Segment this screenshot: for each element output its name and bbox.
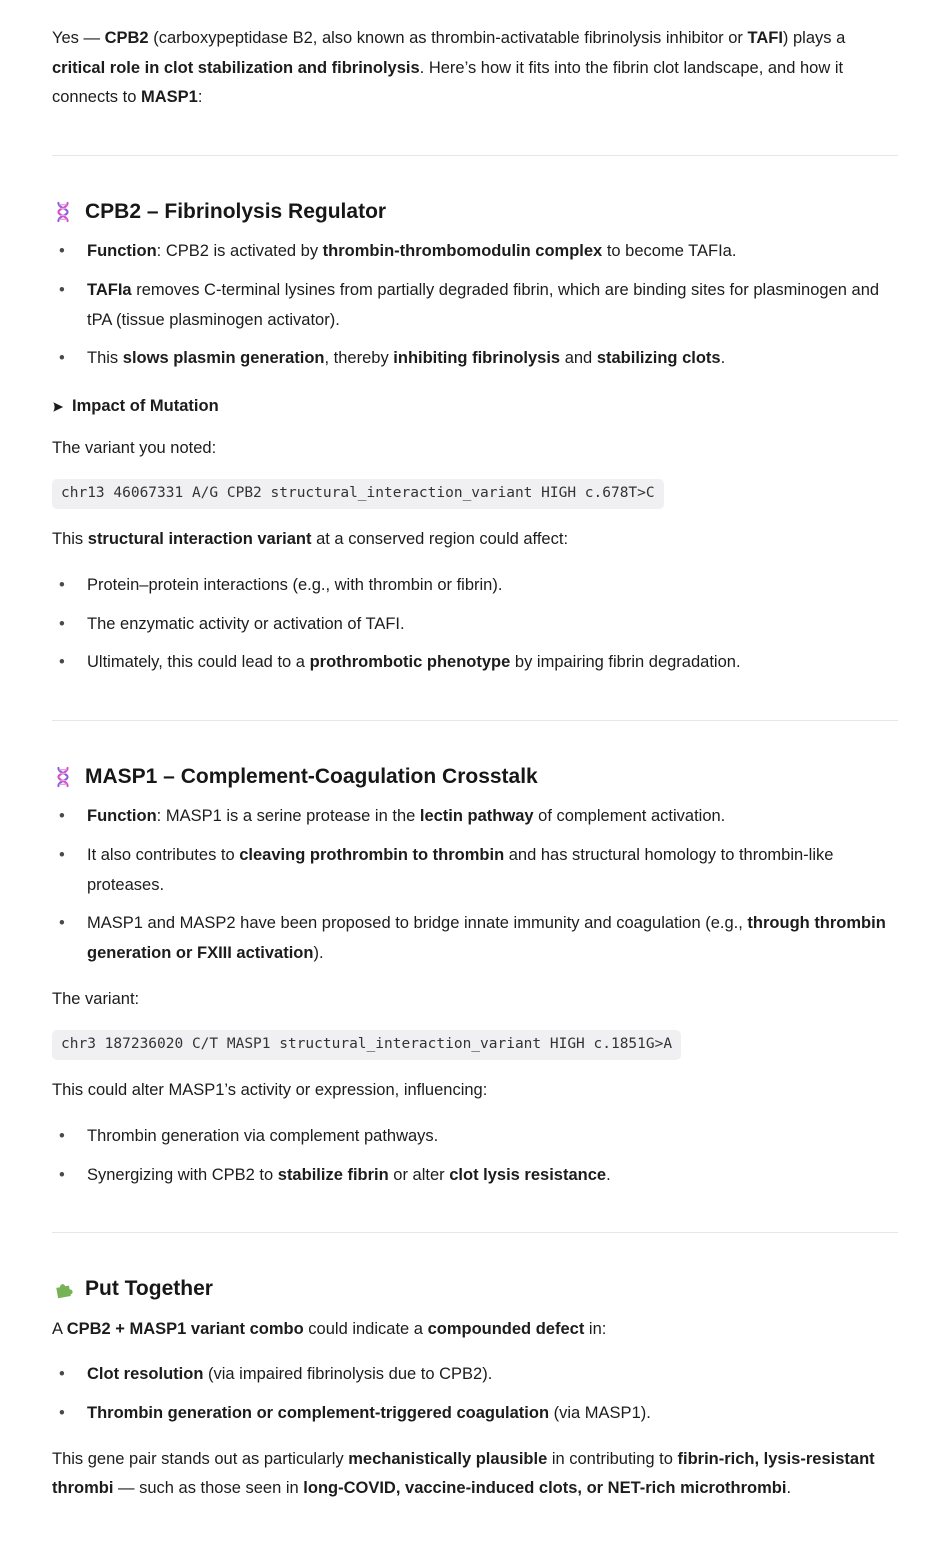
- bold-text: Function: [87, 807, 157, 826]
- text: : CPB2 is activated by: [156, 242, 323, 261]
- text: Protein–protein interactions (e.g., with thrombin or fibrin).: [87, 575, 503, 594]
- text: and: [560, 349, 597, 368]
- paragraph: [52, 1076, 898, 1106]
- bullet-list: [52, 1360, 898, 1428]
- bullet-item: [52, 841, 898, 900]
- bullet-list: [52, 237, 898, 374]
- bullet-item: [52, 276, 898, 335]
- bold-text: clot lysis resistance: [449, 1165, 607, 1184]
- text: to become TAFIa.: [602, 242, 737, 261]
- bullet-item: [52, 1360, 898, 1390]
- text: removes C-terminal lysines from partially degraded fibrin, which are binding sites for plasminogen and tPA (tissue plasminogen activator).: [87, 281, 880, 329]
- text: — such as those seen in: [113, 1479, 304, 1498]
- section-divider: [52, 720, 898, 721]
- bold-text: structural interaction variant: [87, 530, 312, 549]
- section-divider: [52, 1232, 898, 1233]
- bullet-item: [52, 1161, 898, 1191]
- bold-text: fibrin-rich, lysis-resistant thrombi: [52, 1449, 875, 1498]
- text: A: [52, 1319, 67, 1338]
- bold-text: compounded defect: [427, 1319, 585, 1338]
- dna-icon: [52, 201, 74, 223]
- bold-text: MASP1: [140, 88, 198, 107]
- text: The variant:: [52, 989, 140, 1008]
- text: , thereby: [324, 349, 394, 368]
- text: (via impaired fibrinolysis due to CPB2).: [203, 1365, 493, 1384]
- text: The enzymatic activity or activation of TAFI.: [87, 614, 405, 633]
- text: (via MASP1).: [549, 1403, 651, 1422]
- text: This: [52, 530, 88, 549]
- bullet-item: [52, 610, 898, 640]
- assistant-message-body: [52, 24, 898, 1504]
- section-divider: [52, 155, 898, 156]
- bold-text: Function: [87, 242, 157, 261]
- text: in:: [584, 1319, 607, 1338]
- bullet-item: [52, 571, 898, 601]
- subsection-heading: [52, 392, 898, 422]
- bullet-item: [52, 648, 898, 678]
- text: Ultimately, this could lead to a: [87, 653, 310, 672]
- text: (carboxypeptidase B2, also known as thrombin-activatable fibrinolysis inhibitor or: [148, 29, 748, 47]
- bold-text: Clot resolution: [87, 1365, 204, 1384]
- text: . Here’s how it fits into the fibrin clot landscape, and how it connects to: [52, 58, 844, 107]
- section-heading-text: CPB2 – Fibrinolysis Regulator: [85, 200, 387, 224]
- section-heading-text: MASP1 – Complement-Coagulation Crosstalk: [85, 764, 538, 788]
- bullet-list: [52, 1122, 898, 1190]
- paragraph: [52, 434, 898, 464]
- bullet-list: [52, 571, 898, 678]
- text: This could alter MASP1’s activity or expression, influencing:: [52, 1081, 488, 1100]
- bold-text: slows plasmin generation: [122, 349, 325, 368]
- bold-text: mechanistically plausible: [348, 1449, 548, 1468]
- paragraph: [52, 985, 898, 1015]
- bold-text: stabilize fibrin: [277, 1165, 389, 1184]
- bold-text: critical role in clot stabilization and fibrinolysis: [52, 58, 420, 77]
- bullet-list: [52, 802, 898, 968]
- paragraph: [52, 24, 898, 113]
- puzzle-icon: [52, 1278, 74, 1300]
- text: of complement activation.: [533, 807, 726, 826]
- text: It also contributes to: [87, 845, 240, 864]
- text: MASP1 and MASP2 have been proposed to bridge innate immunity and coagulation (e.g.,: [87, 914, 748, 933]
- variant-code: chr3 187236020 C/T MASP1 structural_interaction_variant HIGH c.1851G>A: [52, 1030, 681, 1060]
- text: This gene pair stands out as particularly: [52, 1449, 349, 1468]
- bold-text: cleaving prothrombin to thrombin: [239, 845, 505, 864]
- variant-code-row: [52, 1030, 898, 1060]
- text: .: [606, 1165, 611, 1184]
- bold-text: long-COVID, vaccine-induced clots, or NET-rich microthrombi: [303, 1479, 787, 1498]
- text: Synergizing with CPB2 to: [87, 1165, 278, 1184]
- text: and has structural homology to thrombin-like proteases.: [87, 845, 834, 894]
- text: ).: [313, 944, 324, 963]
- bold-text: TAFIa: [87, 281, 132, 300]
- section-heading-text: Put Together: [85, 1277, 213, 1301]
- bold-text: CPB2: [104, 29, 149, 47]
- bold-text: thrombin-thrombomodulin complex: [322, 242, 603, 261]
- text: at a conserved region could affect:: [311, 530, 569, 549]
- bold-text: Thrombin generation or complement-triggered coagulation: [87, 1403, 550, 1422]
- bullet-item: [52, 1122, 898, 1152]
- bold-text: inhibiting fibrinolysis: [393, 349, 561, 368]
- section-heading: [52, 198, 898, 225]
- text: ) plays a: [782, 29, 846, 47]
- text: could indicate a: [303, 1319, 428, 1338]
- bullet-item: [52, 1399, 898, 1429]
- section-heading: [52, 763, 898, 790]
- text: by impairing fibrin degradation.: [510, 653, 741, 672]
- text: in contributing to: [547, 1449, 678, 1468]
- text: The variant you noted:: [52, 438, 217, 457]
- bold-text: CPB2 + MASP1 variant combo: [66, 1319, 304, 1338]
- arrow-right-icon: [52, 401, 64, 413]
- text: .: [720, 349, 726, 368]
- bullet-item: [52, 237, 898, 267]
- variant-code: chr13 46067331 A/G CPB2 structural_interaction_variant HIGH c.678T>C: [52, 479, 664, 509]
- text: Yes —: [52, 29, 105, 47]
- bold-text: prothrombotic phenotype: [309, 653, 511, 672]
- bullet-item: [52, 344, 898, 374]
- paragraph: [52, 1445, 898, 1504]
- variant-code-row: [52, 479, 898, 509]
- subsection-heading-text: Impact of Mutation: [72, 397, 219, 416]
- bullet-item: [52, 909, 898, 968]
- bold-text: TAFI: [747, 29, 783, 47]
- text: : MASP1 is a serine protease in the: [156, 807, 420, 826]
- section-heading: [52, 1275, 898, 1302]
- bold-text: through thrombin generation or FXIII activation: [87, 914, 886, 963]
- text: Thrombin generation via complement pathways.: [87, 1126, 439, 1145]
- text: :: [197, 88, 203, 107]
- paragraph: [52, 525, 898, 555]
- paragraph: [52, 1315, 898, 1345]
- text: or alter: [388, 1165, 450, 1184]
- text: This: [87, 349, 123, 368]
- bold-text: lectin pathway: [419, 807, 534, 826]
- bold-text: stabilizing clots: [596, 349, 721, 368]
- text: .: [786, 1479, 792, 1498]
- dna-icon: [52, 766, 74, 788]
- bullet-item: [52, 802, 898, 832]
